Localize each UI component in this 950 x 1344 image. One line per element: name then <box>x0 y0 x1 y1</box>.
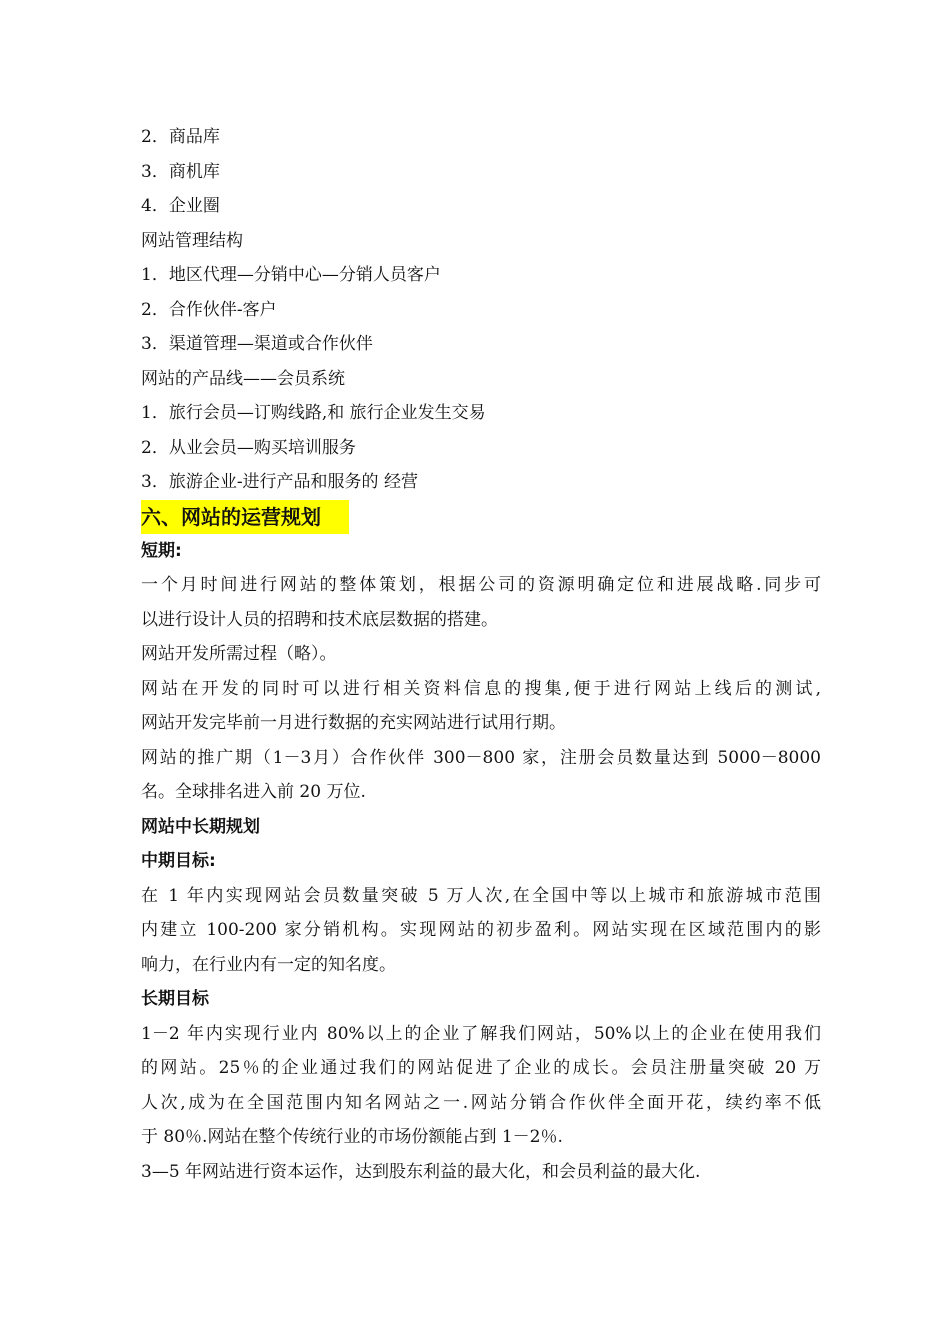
list-item: 3．渠道管理—渠道或合作伙伴 <box>141 334 373 354</box>
paragraph-line: 内建立 100-200 家分销机构。实现网站的初步盈利。网站实现在区域范围内的影 <box>141 920 821 940</box>
list-item: 2．商品库 <box>141 127 220 147</box>
paragraph-line: 一个月时间进行网站的整体策划，根据公司的资源明确定位和进展战略.同步可 <box>141 575 821 595</box>
list-item: 2．从业会员—购买培训服务 <box>141 437 356 458</box>
list-item: 3．旅游企业-进行产品和服务的 经营 <box>141 472 418 492</box>
list-item: 3．商机库 <box>141 161 220 182</box>
list-item: 1．地区代理—分销中心—分销人员客户 <box>141 265 441 285</box>
paragraph-line: 于 80％.网站在整个传统行业的市场份额能占到 1－2％. <box>141 1127 563 1147</box>
list-item: 1．旅行会员—订购线路,和 旅行企业发生交易 <box>141 403 486 423</box>
short-term-title: 短期: <box>141 540 182 561</box>
paragraph-line: 以进行设计人员的招聘和技术底层数据的搭建。 <box>141 609 498 630</box>
mid-term-title: 中期目标: <box>141 851 216 871</box>
list-item: 4．企业圈 <box>141 196 220 216</box>
paragraph-line: 人次,成为在全国范围内知名网站之一.网站分销合作伙伴全面开花，续约率不低 <box>141 1092 821 1113</box>
mgmt-structure-title: 网站管理结构 <box>141 230 243 251</box>
document-body <box>141 120 821 1189</box>
paragraph-line: 网站开发所需过程（略）。 <box>141 644 337 664</box>
paragraph-line: 在 1 年内实现网站会员数量突破 5 万人次,在全国中等以上城市和旅游城市范围 <box>141 885 821 906</box>
paragraph-line: 网站开发完毕前一月进行数据的充实网站进行试用行期。 <box>141 713 566 733</box>
product-line-title: 网站的产品线——会员系统 <box>141 368 345 389</box>
section-heading-text: 六、网站的运营规划 <box>141 500 349 534</box>
mid-long-term-title: 网站中长期规划 <box>141 816 260 837</box>
paragraph-line: 名。全球排名进入前 20 万位. <box>141 782 366 802</box>
paragraph-line: 网站的推广期（1－3月）合作伙伴 300－800 家，注册会员数量达到 5000－8000 <box>141 747 821 768</box>
section-heading <box>141 500 821 534</box>
long-term-title: 长期目标 <box>141 989 209 1009</box>
paragraph-line: 3—5 年网站进行资本运作，达到股东利益的最大化，和会员利益的最大化. <box>141 1161 701 1182</box>
paragraph-line: 响力，在行业内有一定的知名度。 <box>141 954 396 975</box>
paragraph-line: 的网站。25％的企业通过我们的网站促进了企业的成长。会员注册量突破 20 万 <box>141 1058 821 1078</box>
list-item: 2．合作伙伴-客户 <box>141 299 277 320</box>
paragraph-line: 1－2 年内实现行业内 80%以上的企业了解我们网站，50%以上的企业在使用我们 <box>141 1023 821 1044</box>
paragraph-line: 网站在开发的同时可以进行相关资料信息的搜集,便于进行网站上线后的测试, <box>141 678 821 699</box>
